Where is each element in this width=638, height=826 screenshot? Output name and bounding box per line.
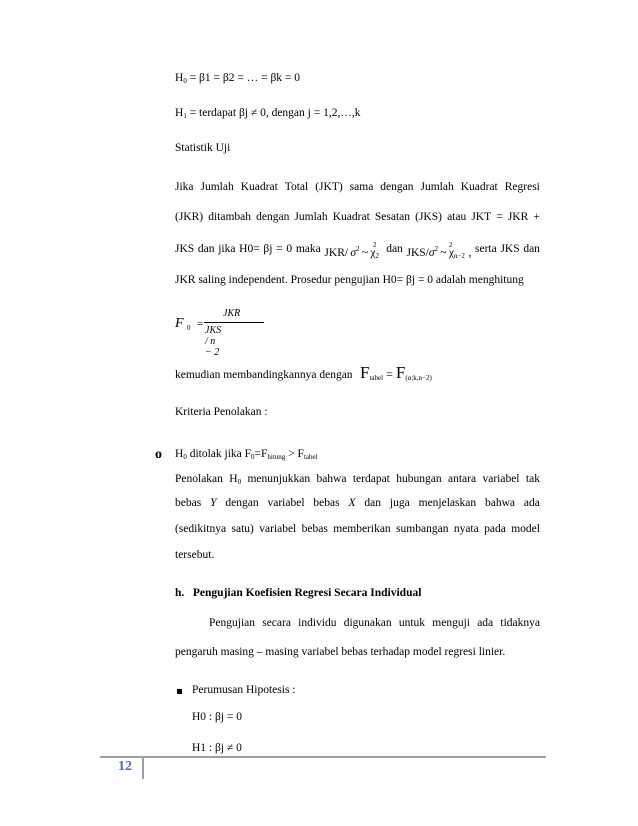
word: Pengujian	[209, 617, 255, 629]
word: Kuadrat	[332, 211, 370, 223]
page-number: 12	[118, 759, 132, 774]
square-bullet-icon	[177, 689, 182, 694]
perumusan-label: Perumusan Hipotesis :	[192, 684, 296, 696]
word: untuk	[398, 617, 426, 629]
hypothesis-h1: $H_1$ = terdapat βj ≠ 0, dengan j = 1,2,…,k	[175, 107, 361, 120]
word: individu	[298, 617, 337, 629]
word: nyata	[453, 523, 479, 535]
circle-bullet-icon: o	[155, 447, 162, 462]
word: secara	[262, 617, 291, 629]
paragraph1-line2	[175, 210, 540, 224]
formula-denominator: JKS / n − 2	[205, 325, 222, 358]
word: (JKT)	[315, 181, 343, 193]
formula-lhs: F	[175, 316, 184, 331]
word: (sedikitnya	[175, 523, 227, 535]
paragraph2-line4: tersebut.	[175, 549, 215, 561]
word: Kuadrat	[240, 181, 278, 193]
word: bebas	[301, 523, 328, 535]
section-heading: h. Pengujian Koefisien Regresi Secara Individual	[175, 587, 422, 599]
footer-divider	[142, 757, 144, 779]
paragraph1-line1	[175, 180, 540, 194]
paragraph3-line2: pengaruh masing – masing variabel bebas terhadap model regresi linier.	[175, 646, 506, 658]
paragraph2-line1: Penolakan $H_0$ menunjukkan bahwa terdapat hubungan antara variabel tak	[175, 473, 540, 486]
word: memberikan	[333, 523, 391, 535]
word: sumbangan	[396, 523, 449, 535]
footer-rule	[100, 756, 546, 758]
word: model	[511, 523, 540, 535]
word: satu)	[231, 523, 254, 535]
word: Jumlah	[200, 181, 234, 193]
word: Regresi	[504, 181, 540, 193]
compare-text: kemudian membandingkannya dengan	[175, 369, 353, 381]
word: tidaknya	[500, 617, 540, 629]
statistik-uji-label: Statistik Uji	[175, 142, 231, 154]
formula-numerator: JKR	[223, 308, 241, 319]
paragraph3-line1	[209, 616, 540, 630]
word: ada	[477, 617, 494, 629]
paragraph2-line2: bebas Y dengan variabel bebas X dan juga menjelaskan bahwa ada	[175, 497, 540, 509]
word: Sesatan	[374, 211, 411, 223]
hypothesis-h0: $H_0 = \beta 1 = \beta 2$ = … = βk = 0	[175, 72, 301, 85]
word: digunakan	[343, 617, 392, 629]
word: JKT	[471, 211, 492, 223]
paragraph2-line3	[175, 522, 540, 536]
word: variabel	[259, 523, 297, 535]
word: menguji	[432, 617, 470, 629]
paragraph1-line4: JKR saling independent. Prosedur pengujian H0= βj = 0 adalah menghitung	[175, 274, 524, 286]
word: atau	[447, 211, 467, 223]
word: JKR	[507, 211, 529, 223]
kriteria-label: Kriteria Penolakan :	[175, 406, 268, 418]
paragraph1-line3: JKS dan jika H0= βj = 0 maka JKR/ $\sigma^2$ ~ $\chi_2^2$ dan JKS/$\sigma^2$ ~ $\chi_{n-2}^2$, serta JKS dan	[175, 241, 540, 260]
word: ditambah	[208, 211, 252, 223]
tolak-criteria: $H_0$ ditolak jika $F_0=F_{hitung} > F_{tabel}$	[175, 448, 318, 461]
ftabel-formula: $F_{tabel} = F_{(\alpha;k,n-2)}$	[360, 363, 432, 382]
hyp-h1: H1 : βj ≠ 0	[192, 742, 242, 754]
word: Jika	[175, 181, 194, 193]
hyp-h0: H0 : βj = 0	[192, 711, 243, 723]
fraction-bar	[204, 322, 264, 323]
word: (JKS)	[415, 211, 442, 223]
word: dengan	[256, 211, 290, 223]
formula-equals: =	[197, 318, 204, 330]
word: pada	[484, 523, 506, 535]
word: Jumlah	[294, 211, 328, 223]
word: =	[496, 211, 503, 223]
word: sama	[349, 181, 374, 193]
word: Total	[284, 181, 309, 193]
word: Kuadrat	[460, 181, 498, 193]
formula-sub: 0	[187, 324, 191, 332]
word: +	[533, 211, 540, 223]
word: (JKR)	[175, 211, 204, 223]
word: Jumlah	[420, 181, 454, 193]
word: dengan	[380, 181, 414, 193]
